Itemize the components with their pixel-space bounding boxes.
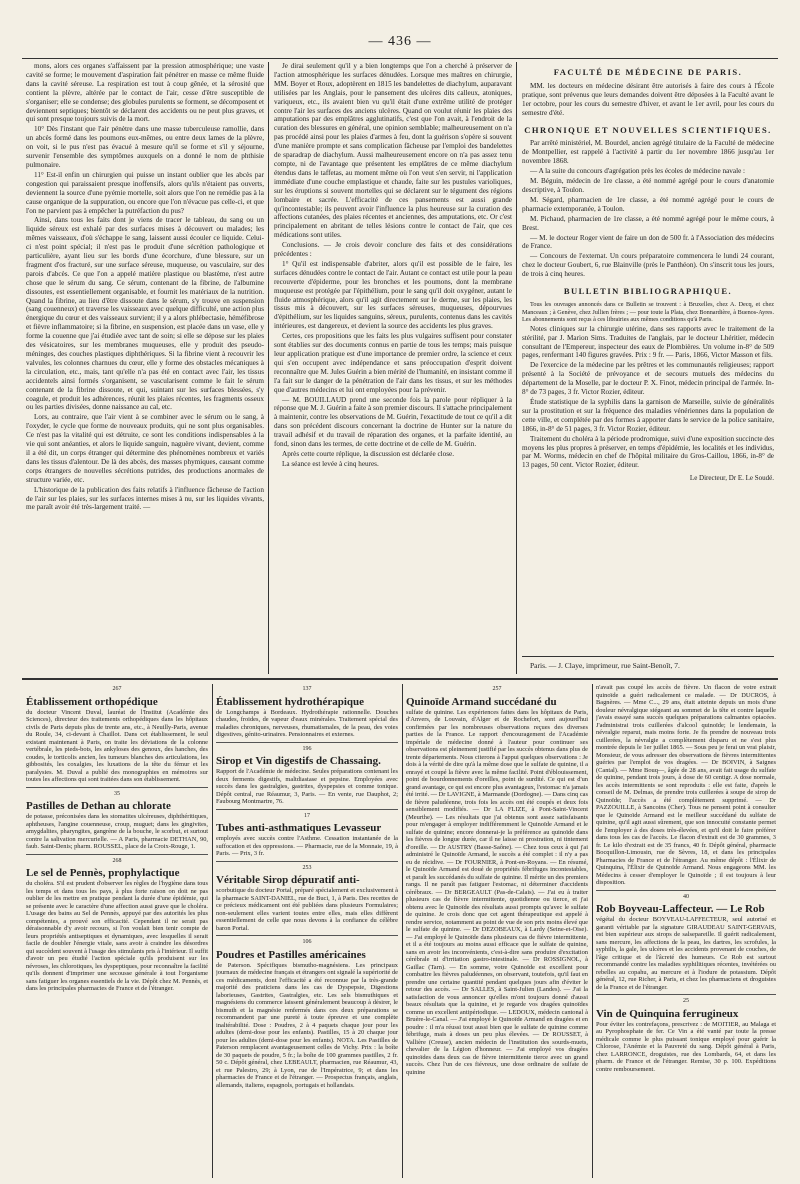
- header-rule: [22, 58, 778, 59]
- ad-separator: [216, 742, 398, 743]
- ad-separator: [26, 854, 208, 855]
- paragraph: La séance est levée à cinq heures.: [282, 459, 379, 468]
- printer-rule: [522, 656, 774, 657]
- bibliography-heading: BULLETIN BIBLIOGRAPHIQUE.: [563, 286, 733, 297]
- faculty-heading: FACULTÉ DE MÉDECINE DE PARIS.: [553, 67, 743, 77]
- article-column-2: [274, 62, 512, 682]
- ad-text: Pour éviter les contrefaçons, prescrivez : de MOITIER, au Malaga et au Pyrophosphate de fer. Ce Vin a été vanté par toute la presse médicale comme le plus puissant tonique employé pour guérir la Chlorose, l'Anémie et la Pauvreté du sang. Dépôt général à Paris, chez LARRONCE, droguistes, rue des Lombards, 64, et dans les pharm. de France et de l'étranger. Remise, 30 p. 100. Expéditions contre remboursement.: [596, 1020, 776, 1073]
- director-signature: Le Directeur, Dr E. Le Soudé.: [689, 474, 774, 483]
- paragraph: M. Ségard, pharmacien de 1re classe, a été nommé agrégé pour le cours de pharmacie extemporanée, à Toulon.: [522, 195, 774, 213]
- column-divider: [516, 62, 517, 674]
- paragraph: — Concours de l'externat. Un cours préparatoire commencera le lundi 24 courant, chez le docteur Goubert, 6, rue Blainville (près le Panthéon). On s'inscrit tous les jours, de trois à cinq heures.: [522, 252, 774, 279]
- advertisement: [216, 746, 398, 806]
- article-column-3: [522, 62, 774, 652]
- ad-number: 253: [302, 864, 312, 871]
- ad-separator: [596, 994, 776, 995]
- ad-title: Établissement orthopédique: [26, 695, 158, 708]
- paragraph: 1° Qu'il est indispensable d'abriter, alors qu'il est possible de le faire, les surfaces dénudées contre le contact de l'air. Autant ce contact est utile pour la peau recouverte d'épiderme, pour les bronches et les poumons, dont la membrane muqueuse est protégée par l'épithélium, pour le sang qu'il doit oxygéner, autant le fluide atmosphérique, alors qu'il agit directement sur le derme, sur les plaies, les tissus mis à découvert, sur les surfaces séreuses, muqueuses, dépourvues d'épithélium, sur les liquides sanguins, séreux, purulents, contenus dans les cavités intérieures, est dangereux, et devient la source des accidents les plus graves.: [274, 259, 512, 331]
- ad-number: 35: [114, 790, 120, 797]
- paragraph: — M. le docteur Roger vient de faire un don de 500 fr. à l'Association des médecins de France.: [522, 233, 774, 251]
- bibliography-entry: Étude statistique de la syphilis dans la garnison de Marseille, suivie de généralités sur la prostitution et sur la fréquence des maladies vénériennes dans la population de cette ville, et complétée par des formes à apporter dans le service de la police sanitaire, 1866, in-8° de 51 pages, 3 fr. Victor Rozier, éditeur.: [522, 397, 774, 433]
- ad-text: employés avec succès contre l'Asthme. Cessation instantanée de la suffocation et des oppressions. — Pharmacie, rue de la Monnaie, 19, à Paris. — Prix, 3 fr.: [216, 835, 398, 857]
- ad-text: scorbutique du docteur Portal, préparé spécialement et exclusivement à la pharmacie SAINT-DANIEL, rue de Buci, 1, à Paris. Des recettes de ce précieux médicament ont été publiées dans plusieurs Formulaires; non-seulement elles varient toutes entre elles, mais elles diffèrent essentiellement de celle que nous devons à la confiance du célèbre baron Portal.: [216, 887, 398, 932]
- ad-separator: [596, 890, 776, 891]
- ads-column-1: [26, 684, 208, 1178]
- ads-top-rule: [22, 678, 778, 680]
- paragraph: Certes, ces propositions que les faits les plus vulgaires suffisent pour constater sont établies sur des documents connus en partie de tous les temps; mais puisque leur application pratique est d'une importance de premier ordre, la science et ceux qui s'en occupent avec indépendance et sans préoccupation d'esprit doivent reconnaître que M. Jules Guérin a bien mérité de l'humanité, en insistant comme il l'a fait sur le danger de la pénétration de l'air dans les tissus, et sur les méthodes que d'autres médecins et lui ont employées pour la prévenir.: [274, 332, 512, 394]
- advertisement: [216, 813, 398, 858]
- advertisement: [216, 686, 398, 739]
- page-number: — 436 —: [368, 34, 432, 49]
- paragraph: L'historique de la publication des faits relatifs à l'influence fâcheuse de l'action de l'air sur les plaies, sur les surfaces internes mises à nu, sur les liquides vivants, me paraît avoir été très-largement traité. —: [26, 485, 264, 512]
- advertisement: [26, 791, 208, 851]
- ad-title: Poudres et Pastilles américaines: [216, 948, 366, 961]
- column-divider: [592, 684, 593, 1178]
- paragraph: — A la suite du concours d'agrégation près les écoles de médecine navale :: [530, 167, 746, 176]
- bibliography-entry: De l'exercice de la médecine par les prêtres et les communautés religieuses; rapport présenté à la Société de prévoyance et de secours mutuels des médecins du département de la Moselle, par le docteur P. X. Finot, médecin principal de l'armée. In-8° de 73 pages, 3 fr. Victor Rozier, éditeur.: [522, 361, 774, 397]
- advertisement: [596, 684, 776, 887]
- ad-text: du choléra. S'il est prudent d'observer les règles de l'hygiène dans tous les temps et dans tous les pays, à plus forte raison on doit ne pas oublier de les mettre en pratique pendant la durée d'une épidémie, qui se présente avec le caractère d'une affection aussi grave que le choléra. L'usage des bains au Sel de Pennès, appuyé par des autorités les plus compétentes, a prouvé son efficacité. Cependant il ne serait pas déraisonnable d'y avoir recours, si l'on voulait bien tenir compte de leurs propriétés antiseptiques et dynamiques, avec lesquelles il serait facile de doubler l'énergie vitale, sans avoir à craindre les désordres qui succèdent souvent à l'usage des stimulants pris à l'intérieur. Il suffit d'avoir un peu étudié l'action spéciale qu'ils produisent sur les névroses, les chlorotiques, les dyspeptiques, pour reconnaître la facilité qu'ils donnent d'imprimer une secousse générale à tout l'organisme sans fatiguer les organes essentiels de la vie. Dépôt chez M. Pennès, et dans les principales pharmacies de France et de l'étranger.: [26, 880, 208, 992]
- paragraph: 11° Est-il enfin un chirurgien qui puisse un instant oublier que les abcès par congestion qui paraissaient presque inoffensifs, alors qu'ils n'étaient pas ouverts, deviennent la source d'une pyémie mortelle, soit alors que l'on ne remédie pas à la cause organique de la suppuration, ou encore que l'on n'évacue pas celle-ci, et que l'on ne parvient pas à empêcher la putréfaction du pus?: [26, 170, 264, 215]
- paragraph: Je dirai seulement qu'il y a bien longtemps que l'on a cherché à préserver de l'action atmosphérique les surfaces dénudées. Lorsque mes maîtres en chirurgie, MM. Boyer et Roux, adoptèrent en 1815 les bandelettes de diachylum, auparavant utilisées par les Anglais, pour le pansement des ulcères dits calleux, atoniques, variqueux, etc., ils avaient bien vu qu'il était d'une extrême utilité de protéger contre l'air les surfaces des anciens ulcères. Quand on voulut réunir les plaies des amputations par des emplâtres agglutinatifs, c'est que l'on avait, à l'endroit de la curation des blessures en général, une opinion semblable; malheureusement on n'a pas procédé ainsi pour les plaies d'armes à feu, dont la guérison s'opère si souvent d'une manière prompte et sans complication fâcheuse par l'emploi des bandelettes de sparadrap de diachylum. Aussi malheureusement encore on n'a pas assez tenu compte, ni de l'avantage que présentent les emplâtres de ce même diachylum étendus dans le taffetas, au moment même où l'on veut s'en servir, ni l'application immédiate d'une couche emplastique et chaude, faite sur les pustules varioliques, sur les éruptions si souvent mortelles qui se déclarent sur le tégument des régions lombaire et sacrée. L'efficacité de ces pansements est aussi grande qu'incontestable; ils peuvent avoir l'influence la plus heureuse sur la curation des affections cutanées, des plaies récentes et anciennes, des amputations, etc. Or c'est principalement en abritant de telles lésions contre le contact de l'air, que ces médications sont utiles.: [274, 62, 512, 240]
- paragraph: Par arrêté ministériel, M. Bourdel, ancien agrégé titulaire de la Faculté de médecine de Montpellier, est rappelé à l'activité à partir du 1er novembre 1866 jusqu'au 1er novembre 1868.: [522, 139, 774, 166]
- ad-text: de potasse, préconisées dans les stomatites ulcéreuses, diphthéritiques, aphtheuses, l'angine couenneuse, croup, muguet; dans les gingivites, amygdalites, pharyngites, gangrène de la bouche, le scorbut, et surtout contre la salivation mercurielle. — A Paris, pharmacie DETHAN, 90, faub. Saint-Denis; pharm. ROUSSEL, place de la Croix-Rouge, 1.: [26, 813, 208, 850]
- advertisement: [26, 686, 208, 784]
- chronicle-heading: CHRONIQUE ET NOUVELLES SCIENTIFIQUES.: [524, 124, 772, 135]
- ad-title: Sirop et Vin digestifs de Chassaing.: [216, 755, 381, 767]
- ad-number: 268: [112, 857, 122, 864]
- bibliography-note: Tous les ouvrages annoncés dans ce Bulletin se trouvent : à Bruxelles, chez A. Decq, et chez Manceaux ; à Genève, chez Jullien frères ; — pour toute la Plata, chez Bonnardière, à Buenos-Ayres. Les abonnements sont reçus à ces librairies aux mêmes conditions qu'à Paris.: [522, 300, 774, 324]
- ad-title: Établissement hydrothérapique: [216, 695, 365, 708]
- ad-number: 17: [304, 812, 310, 819]
- advertisement: [216, 865, 398, 933]
- paragraph: Après cette courte réplique, la discussion est déclarée close.: [282, 449, 455, 458]
- ad-number: 106: [302, 939, 312, 945]
- advertisement: [26, 858, 208, 993]
- ad-text: végétal du docteur BOYVEAU-LAFFECTEUR, seul autorisé et garanti véritable par la signature GIRAUDEAU SAINT-GERVAIS, est bien supérieur aux sirops de salsepareille. Il guérit radicalement, sans mercure, les affections de la peau, les dartres, les scrofules, la syphilis, la gale, les ulcères et les accidents provenant de couches, de l'âge critique et de l'âcreté des humeurs. Ce Rob est surtout recommandé contre les maladies syphilitiques récentes, invétérées ou rebelles au copahu, au mercure et à l'iodure de potassium. Dépôt général, 12, rue Richer, à Paris, et chez les pharmaciens et droguistes de la France et de l'étranger.: [596, 916, 776, 991]
- ad-title: Vin de Quinquina ferrugineux: [596, 1007, 739, 1020]
- ad-separator: [26, 787, 208, 788]
- ad-number: 196: [302, 745, 312, 752]
- ad-text: Rapport de l'Académie de médecine. Seules préparations contenant les deux ferments digestifs, maltdiastase et pepsine. Employées avec succès dans les gastralgies, gastrites, dyspepsies et comme tonique. Dépôt central, rue Réaumur, 3, Paris. — En vente, rue Dauphot, 2; Faubourg Montmartre, 76.: [216, 768, 398, 805]
- ad-separator: [216, 861, 398, 862]
- ad-number: 137: [302, 686, 312, 692]
- ad-separator: [216, 809, 398, 810]
- paragraph: M. Béguin, médecin de 1re classe, a été nommé agrégé pour le cours d'anatomie descriptive, à Toulon.: [522, 177, 774, 194]
- ad-number: 267: [112, 686, 122, 692]
- ad-separator: [216, 935, 398, 936]
- article-column-1: [26, 62, 264, 682]
- ads-column-3: [406, 684, 588, 1178]
- ad-text: de Paterson. Spécifiques bismutho-magnésiens. Les principaux journaux de médecine français et étrangers ont signalé la supériorité de ces médicaments, dont l'efficacité a été reconnue par la très-grande majorité des praticiens dans les cas de Dyspepsie, Digestions laborieuses, Gastrites, Gastralgies, etc. Les sels bismuthiques et magnésiens du commerce laissent généralement beaucoup à désirer, le bismuth et la magnésie renfermés dans ces deux préparations se recommandent par une pureté à toute épreuve et une complète inaltérabilité. Dose : Poudres, 2 à 4 paquets chaque jour pour les adultes (demi-dose pour les enfants). Pastilles, 15 à 20 chaque jour pour les adultes (demi-dose pour les enfants). NOTA. Les Pastilles de Paterson remplacent avantageusement celles de Vichy. Prix : la boîte de 30 paquets de poudre, 5 fr.; la boîte de 100 grammes pastilles, 2 fr. 50 c. Dépôt général, chez LEBEAULT, pharmacien, rue Réaumur, 43, et rue Palestro, 29; à Lyon, rue de l'Impératrice, 9; et dans les pharmacies de France et de l'étranger. — Prospectus français, anglais, allemands, italiens, espagnols, portugais et hollandais.: [216, 961, 398, 1089]
- bibliography-entry: Traitement du choléra à la période prodromique, suivi d'une exposition succincte des moyens les plus propres à préserver, en temps d'épidémie, les localités et les individus, par M. Worms, médecin en chef de l'hôpital militaire du Gros-Caillou, 1866, in-8° de 13 pages, 50 cent. Victor Rozier, éditeur.: [522, 434, 774, 470]
- paragraph: 10° Dès l'instant que l'air pénètre dans une masse tuberculeuse ramollie, dans un abcès formé dans les poumons eux-mêmes, ou entre deux lames de la plèvre, on voit, si le pus n'est pas évacué à mesure qu'il se forme et s'il y séjourne, survenir l'ensemble des symptômes auxquels on a donné le nom de phthisie pulmonaire.: [26, 125, 264, 169]
- paragraph: Conclusions. — Je crois devoir conclure des faits et des considérations précédentes :: [274, 241, 512, 259]
- advertisement: [596, 998, 776, 1073]
- ad-title: Quinoïde Armand succédané du: [406, 695, 557, 708]
- ad-number: 257: [492, 686, 502, 692]
- paragraph: mons, alors ces organes s'affaissent par la pression atmosphérique; une vaste cavité se forme; le mouvement d'aspiration fait pénétrer en masse ce même fluide dans la cavité séreuse. La respiration est tout à coup gênée, et la sérosité que contient la plèvre, altérée par le contact de l'air, cesse d'être susceptible de s'organiser; elle se condense; des globules purulents se forment, se décomposent et deviennent septiques; bientôt se déclarent des accidents ou ne peut plus graves, et qui sont presque toujours suivis de la mort.: [26, 62, 264, 124]
- ad-title: Tubes anti-asthmatiques Levasseur: [216, 822, 382, 834]
- advertisement: [216, 939, 398, 1089]
- ads-column-4: [596, 684, 776, 1178]
- bibliography-entry: Notes cliniques sur la chirurgie utérine, dans ses rapports avec le traitement de la stérilité, par J. Marion Sims. Traduites de l'anglais, par le docteur Lhéritier, médecin consultant de l'Empereur, inspecteur des eaux de Plombières. Un volume in-8° de 509 pages, renfermant 140 figures gravées. Prix : 9 fr. — Paris, 1866, Victor Masson et fils.: [522, 324, 774, 360]
- ad-text: n'avait pas coupé les accès de fièvre. Un flacon de votre extrait quinoïde a guéri radicalement ce malade. — Dr DUCROS, à Bagnères. — Mme C..., 29 ans, était atteinte depuis un mois d'une douleur névralgique siégeant au sommet de la tête et contre laquelle j'avais essayé sans succès quelques préparations calmantes opiacées. J'administrai trois cuillerées d'alcool quinoïde; le lendemain, la névralgie reparut, mais moins forte. Je fis prendre de nouveau trois cuillerées, la névralgie a complètement disparu et ne s'est plus montrée depuis le 1er juillet 1865. — Sous peu je ferai un vrai plaisir, Monsieur, de vous adresser des observations de fièvres intermittentes guéries par l'emploi de vos dragées. — Dr BOIVIN, à Saignes (Cantal). — Mme Bouq—, âgée de 28 ans, avait fait usage du sulfate de quinine, pendant trois jours, à dose de 60 centigr. A dose normale, les accès intermittents se sont reproduits : elle est faite, d'après le conseil de M. Delmas, de prendre trois cuillerées à soupe de sirop de Quinoïde; l'accès a été complètement supprimé. — Dr PAZZOUILLE, à Sancoins (Cher). Tous ne pensent point à consulter que le Quinoïde Armand est le meilleur succédané du sulfate de quinine, qu'il agit aussi sûrement, que son innocuité constante permet de l'employer à des doses très-élevées, et qu'il doit le faire préférer dans tous les cas de l'accès. Le flacon d'extrait est de 30 grammes, 3 fr. Le kilo d'extrait est de 35 francs, 40 fr. Dépôt général, pharmacie Bocquillon-Limousin, rue de Sèvres, 18, et dans les principales Pharmacies de France et de l'étranger. Au même dépôt : l'Élixir de Quinquina, l'Élixir de Quinoïde Armand. Nous engageons MM. les Médecins à cesser d'employer le Quinoïde ; il est toujours à leur disposition.: [596, 684, 776, 886]
- ad-title: Véritable Sirop dépuratif anti-: [216, 874, 360, 886]
- ad-title: Pastilles de Dethan au chlorate: [26, 800, 171, 812]
- ads-column-2: [216, 684, 398, 1178]
- ad-text: sulfate de quinine. Les expériences faites dans les hôpitaux de Paris, d'Anvers, de Louvain, d'Alger et de Rochefort, sont aujourd'hui confirmées par les nombreuses observations reçues des diverses parties de la France. Le rapport d'encouragement de l'Académie impériale de médecine donné à l'auteur pour continuer ses observations est pleinement justifié par les succès obtenus dans plus de trente départements. Nous citerons à l'appui quelques observations : Je dois à la vérité de dire qu'à la même dose que le sulfate de quinine, il a enrayé et coupé la fièvre avec la même facilité. Point d'éblouissement, point de bourdonnements d'oreilles, point de surdité. Ce qui est d'un grand avantage, ce qui est encore plus avantageux, l'estomac n'a jamais été irrité. — Dr LAVIGNE, à Marmande (Dordogne). — Dans cinq cas de fièvre paludéenne, trois fois les accès ont été coupés et deux fois sensiblement modifiés. — Dr LA FLIZE, à Pont-Saint-Vincent (Meurthe). — Les résultats que j'ai obtenus sont assez satisfaisants pour m'engager à employer indifféremment le Quinoïde Armand et le sulfate de quinine; encore donnerai-je la préférence au quinoïde dans les fièvres de longue durée, car il ne laisse ni prostration, ni tintement d'oreille. — Dr AUSTRY (Basse-Saône). — Chez tous ceux à qui j'ai administré le Quinoïde Armand, le succès a été complet : il n'y a pas eu de récidive. — Dr FOURNIER, à Pont-en-Royans. — En résumé, le Quinoïde Armand est doué de propriétés fébrifuges incontestables, et paraît les succédanés du sulfate de quinine. Il mérite un des premiers rangs. Il ne paraît pas fatiguer l'estomac, ni déterminer d'accidents cérébraux. — Dr BERGEAULT (Pas-de-Calais). — J'ai eu à traiter plusieurs cas de fièvre intermittente, quotidienne ou tierce, et j'ai obtenu avec le Quinoïde des résultats aussi prompts qu'avec le sulfate de quinine. Je crois donc que cet agent thérapeutique est appelé à rendre service, notamment au point de vue de son prix moins élevé que le sulfate de quinine. — Dr DEZOBEAUX, à Lardy (Seine-et-Oise). — J'ai employé le Quinoïde dans plusieurs cas de fièvre intermittente, et il a été toujours au moins aussi efficace que le sulfate de quinine, sans en avoir les inconvénients, c'est-à-dire sans produire d'excitation cérébrale ni d'irritation gastro-intestinale. — Dr ROSSIGNOL, à Gaillac (Tarn). — En somme, votre Quinoïde est excellent pour combattre les fièvres paludéennes, on observant, toutefois, qu'il faut en prendre une certaine quantité pendant quelques jours afin d'éviter le retour des accès. — Dr SALLES, à Saint-Julien (Landes). — J'ai la satisfaction de vous annoncer qu'elles m'ont toujours donné d'aussi beaux résultats que la quinine, et je regarde vos dragées quinoïdes comme un excellent antipériodique. — LEDOUX, médecin cantonal à Bruère-le-Canal. — J'ai employé le Quinoïde Armand en dragées et en poudre : il m'a réussi tout aussi bien que le sulfate de quinine comme fébrifuge, mais à doses un peu plus élevées. — Dr ROUSSET, à Vallière (Creuse), ancien médecin de l'institution des sourds-muets, chevalier de la Légion d'honneur. — J'ai employé vos dragées quinoïdes dans deux cas de fièvre intermittente tierce avec un grand succès. Chez l'un de ces fiévreux, une dose ordinaire de sulfate de quinine: [406, 708, 588, 1076]
- column-divider: [402, 684, 403, 1178]
- ad-number: 40: [683, 893, 689, 900]
- paragraph: M. Pichaud, pharmacien de 1re classe, a été nommé agrégé pour le même cours, à Brest.: [522, 214, 774, 232]
- paragraph: — M. BOUILLAUD prend une seconde fois la parole pour répliquer à la réponse que M. J. Guérin a faite à son premier discours. Il s'attache principalement à maintenir, contre les observations de M. Guérin, l'exactitude de tout ce qu'il a dit dans son précédent discours concernant la doctrine de Hunter sur la nature du travail adhésif et du travail de réparation des organes, et la parfaite identité, au fond, sinon dans les termes, de cette doctrine et de celle de M. Guérin.: [274, 395, 512, 449]
- advertisement: [406, 686, 588, 1076]
- paragraph: Lors, au contraire, que l'air vient à se combiner avec le sérum ou le sang, à l'oxyder, le cycle que forme de nouveaux produits, qui ne sont plus organisables. Ce n'est pas la vitalité qui est détruite, ce sont les conditions indispensables à la vie qui sont anéanties, et alors le liquide sanguin, naguère vivant, devient, comme il a été dit, un corps étranger qui détermine des phénomènes nombreux et variés dans les tissus d'alentour. De là des abcès, des masses phymiques, causant comme corps étrangers de nouvelles sécrétions putrides, des productions anormales de structure variée, etc.: [26, 413, 264, 484]
- printer-line: Paris. — J. Claye, imprimeur, rue Saint-Benoît, 7.: [530, 661, 680, 670]
- ad-number: 25: [683, 998, 689, 1004]
- ad-text: du docteur Vincent Duval, lauréat de l'Institut (Académie des Sciences), directeur des traitements orthopédiques dans les hôpitaux civils de Paris depuis plus de trente ans, etc., à Neuilly-Paris, avenue du Roule, 34, ci-devant à Chaillot. Dans cet établissement, le seul existant maintenant à Paris, on traite les déviations de la colonne vertébrale, les pieds-bots, les ankyloses des genoux, des hanches, des coudes, le torticolis ancien, les tumeurs blanches des articulations, les gibbosités, les coxalgies, les luxations de la tête du fémur et les paralysies. M. Duval a publié des monographies en mémoires sur toutes les affections qui sont traitées dans son établissement.: [26, 708, 208, 783]
- ad-text: de Longchamps à Bordeaux. Hydrothérapie rationnelle. Douches chaudes, froides, de vapeur d'eaux minérales. Traitement spécial des maladies chroniques, nerveuses, rhumatismales, de la peau, des voies digestives, génito-urinaires. Pensionnaires et externes.: [216, 708, 398, 738]
- advertisement: [596, 894, 776, 992]
- paragraph: Ainsi, dans tous les faits dont je viens de tracer le tableau, du sang ou un liquide séreux est exhalé par des surfaces mises à découvert ou malades; les mêmes vaisseaux, d'où s'échappe le sang, laissent aussi écouler ce liquide. Celui-ci n'est point spécial; il n'est pas le produit d'une sécrétion pathologique et particulière, ayant lieu sur les bords d'une écorchure, d'une blessure, sur un fragment d'os fracturé, sur une surface séreuse, muqueuse, ou vasculaire, sur des parois d'abcès. Ce que l'on a appelé matière plastique ou blastème, n'est autre chose que le sérum du sang. Ce sérum, contenant de la fibrine, de l'albumine dissoutes, est essentiellement organisable, et fournit les matériaux de la nutrition. Quand la fibrine, au lieu d'être dissoute dans le sérum, s'y trouve en suspension (sang couenneux) et traverse les vaisseaux avec quelque difficulté, une action plus énergique du cœur et des vaisseaux survient; il y a alors phlébectasie, héméfibrose et fièvre inflammatoire; si la fibrine, en suspension, est placée dans un vase, elle y forme la couenne que j'ai étudiée avec tant de soin; si elle se dépose sur les plaies des vésicatoires, sur les membranes muqueuses, elle y produit des pseudo-méninges, des couches plastiques diphthériques. Si la fibrine vient à recouvrir les valvules, les colonnes charnues du cœur, elle y forme des obstacles mécaniques à la circulation, etc., mais, tant qu'elle n'a pas été en contact avec l'air, les tissus accidentels ainsi formés s'organisent, se vascularisent comme le fait le sérum contenant de la fibrine dissoute, et qui, suintant sur les surfaces blessées, s'y coagule, et produit les adhérences, réunit les plaies récentes, les fragments osseux ou les parties divisées, donne naissance au cal, etc.: [26, 216, 264, 412]
- column-divider: [268, 62, 269, 674]
- paragraph: MM. les docteurs en médecine désirant être autorisés à faire des cours à l'École pratique, sont prévenus que leurs demandes doivent être déposées à la Faculté avant le 1er octobre, pour les cours du semestre d'hiver, et avant le 1er avril, pour les cours du semestre d'été.: [522, 81, 774, 117]
- ad-title: Rob Boyveau-Laffecteur. — Le Rob: [596, 903, 765, 915]
- column-divider: [212, 684, 213, 1178]
- ad-title: Le sel de Pennès, prophylactique: [26, 867, 180, 879]
